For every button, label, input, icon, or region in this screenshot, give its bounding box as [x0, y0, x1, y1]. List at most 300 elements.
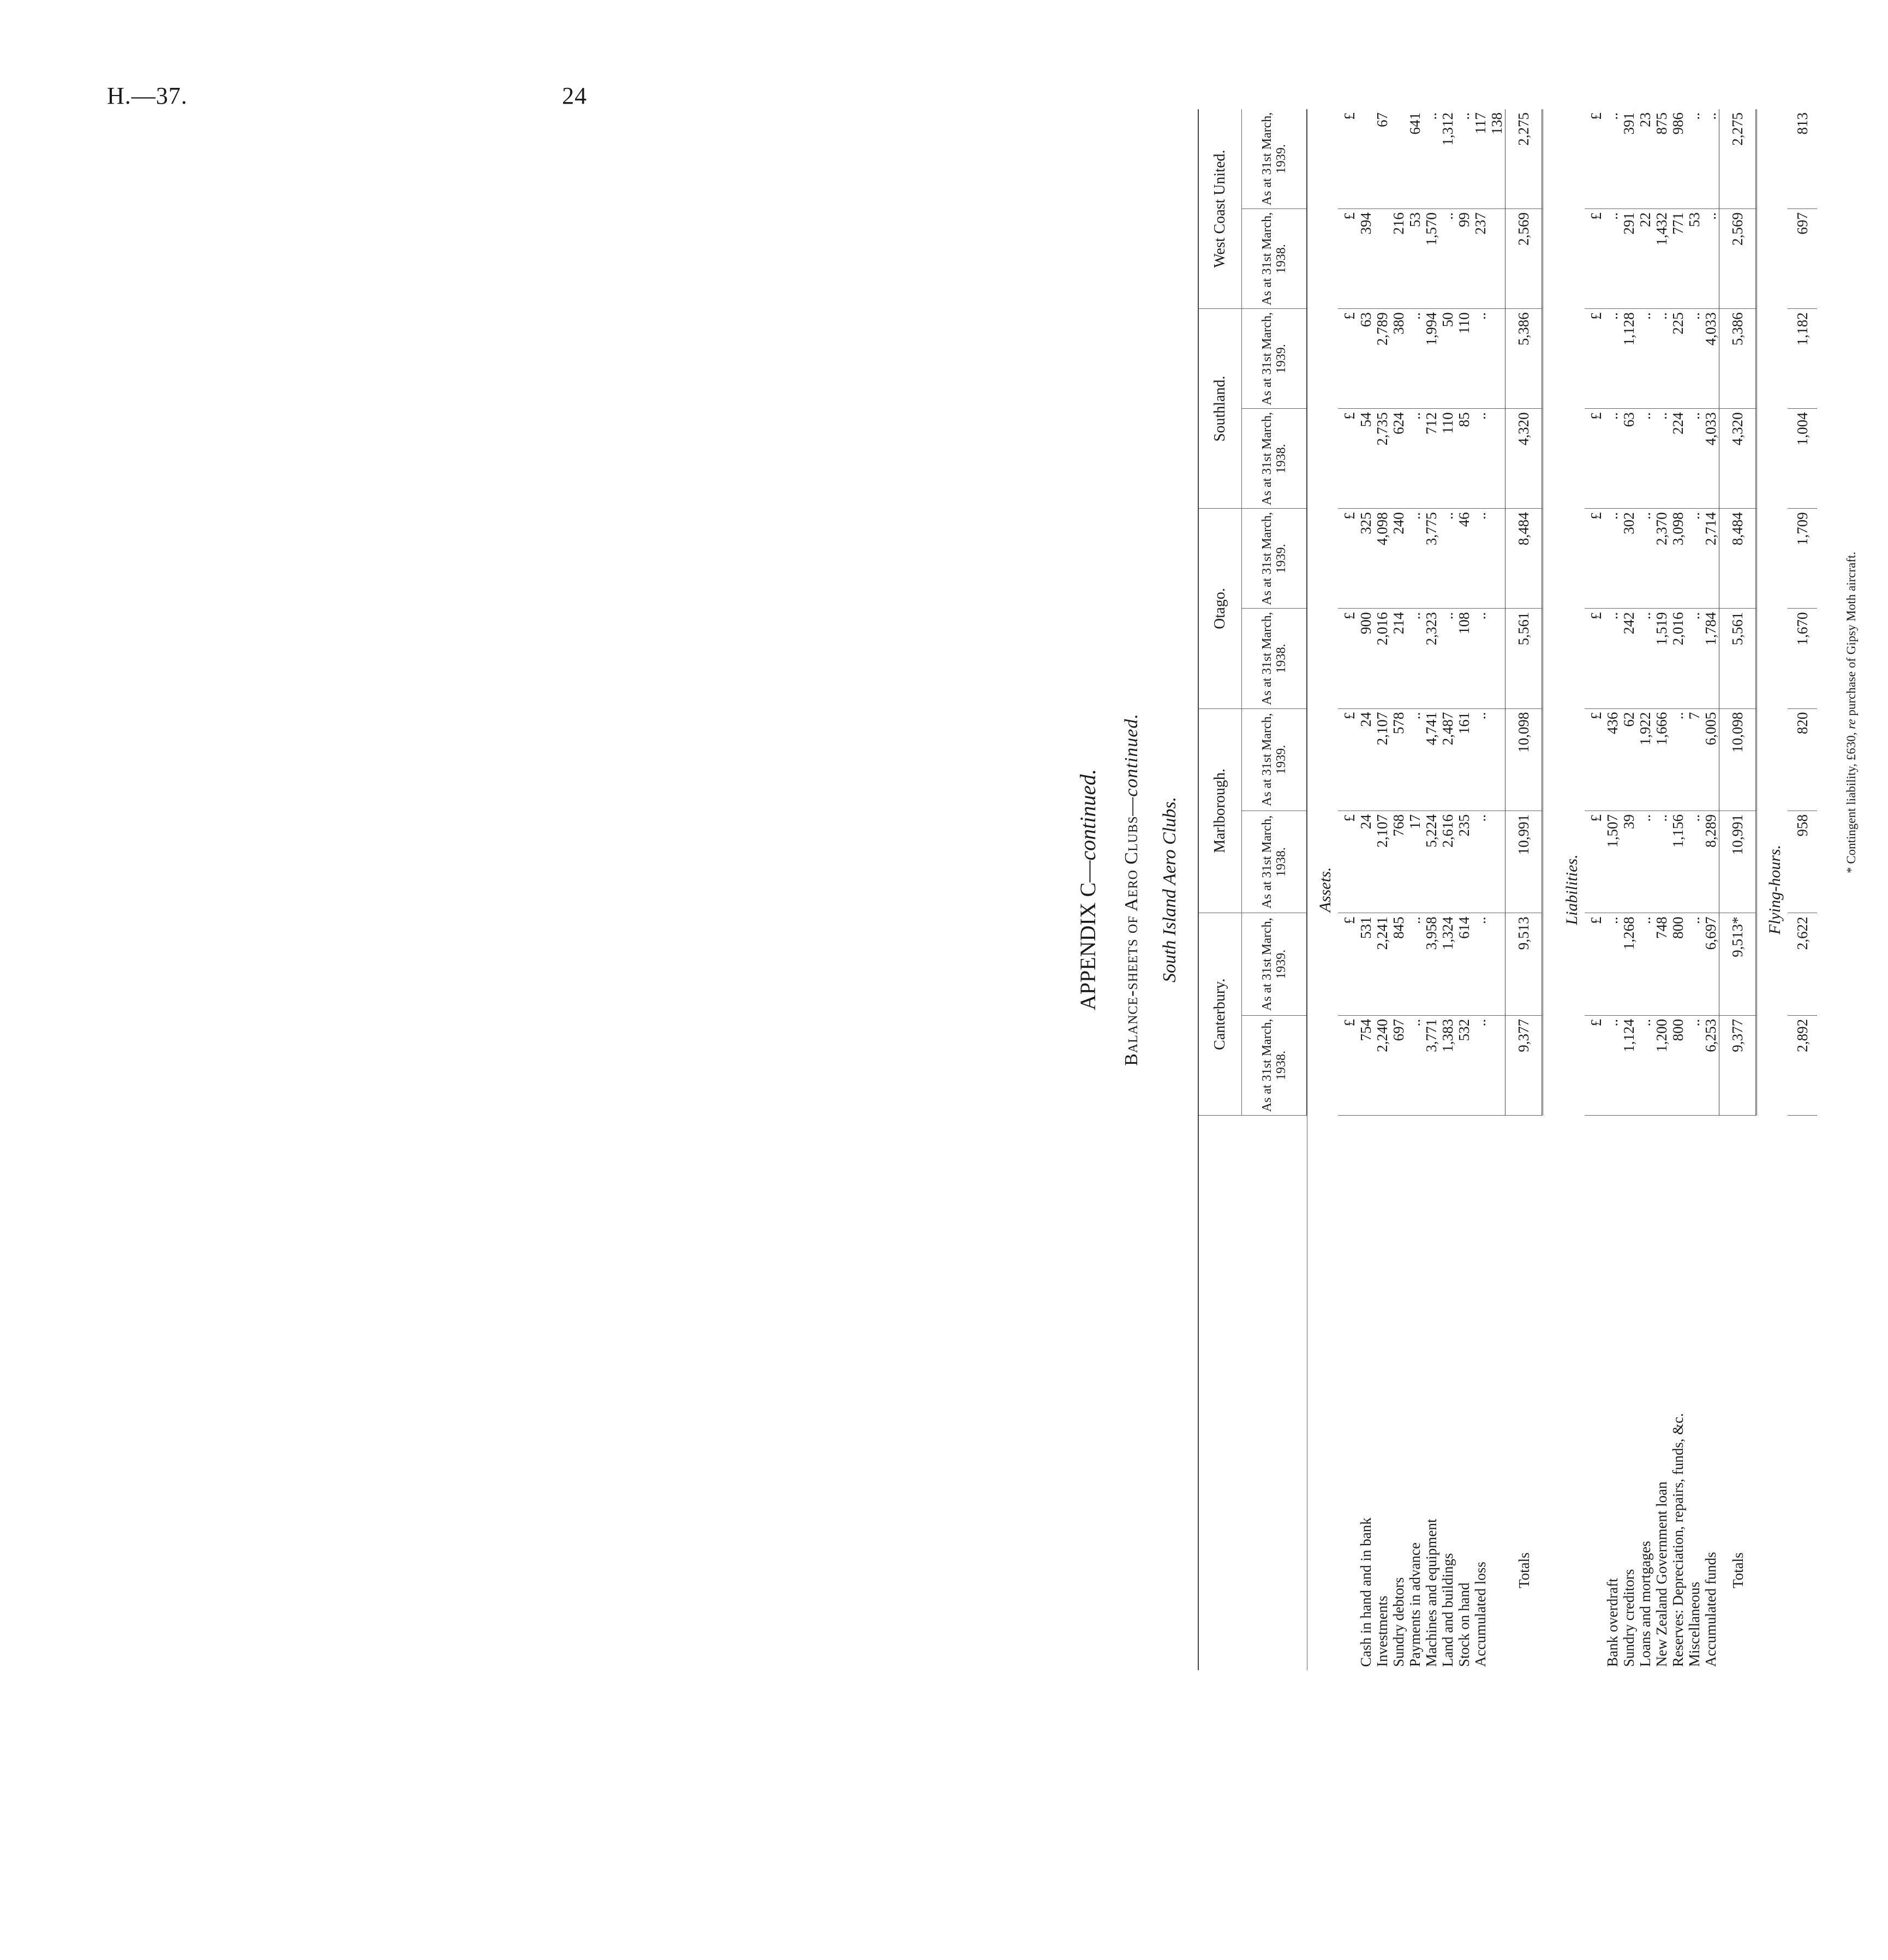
- table-cell: 614: [1456, 913, 1472, 1015]
- table-cell: ..: [1686, 109, 1702, 209]
- flying-hours-cell: 697: [1788, 209, 1817, 309]
- table-cell: ..: [1653, 309, 1670, 409]
- currency-symbol: £: [1338, 309, 1358, 409]
- region-heading: South Island Aero Clubs.: [1160, 796, 1180, 983]
- page-number: 24: [562, 82, 587, 109]
- section-heading-row: [1756, 109, 1788, 1670]
- total-cell: 8,484: [1505, 509, 1543, 609]
- total-cell: 4,320: [1719, 409, 1756, 509]
- table-cell: ..: [1702, 209, 1719, 309]
- row-label: [1670, 1116, 1686, 1671]
- table-cell: 436: [1604, 708, 1621, 811]
- table-cell: 900: [1358, 609, 1374, 708]
- club-header: Marlborough.: [1198, 708, 1242, 913]
- table-cell: 2,735: [1374, 409, 1390, 509]
- table-cell: 845: [1390, 913, 1407, 1015]
- table-cell: 4,033: [1702, 309, 1719, 409]
- table-cell: 8,289: [1702, 811, 1719, 913]
- table-cell: ..: [1472, 1015, 1489, 1115]
- table-cell: ..: [1653, 409, 1670, 509]
- section-heading: Flying-hours.: [1766, 844, 1784, 935]
- flying-hours-row: [1788, 109, 1817, 1670]
- currency-symbol: £: [1338, 1015, 1358, 1115]
- table-cell: 2,616: [1439, 811, 1456, 913]
- table-cell: 5,224: [1423, 811, 1439, 913]
- club-header: West Coast United.: [1198, 109, 1242, 309]
- table-cell: 3,098: [1670, 509, 1686, 609]
- currency-symbol: £: [1585, 409, 1604, 509]
- table-cell: 2,241: [1374, 913, 1390, 1015]
- table-cell: 63: [1358, 309, 1374, 409]
- table-cell: 110: [1439, 409, 1456, 509]
- table-cell: ..: [1686, 509, 1702, 609]
- table-cell: ..: [1604, 409, 1621, 509]
- currency-row-label: [1338, 1116, 1358, 1671]
- table-cell: [1489, 1015, 1505, 1115]
- period-header: As at 31st March, 1939.: [1242, 509, 1307, 609]
- table-cell: ..: [1472, 708, 1489, 811]
- row-label: [1407, 1116, 1423, 1671]
- table-cell: 302: [1621, 509, 1637, 609]
- table-cell: 325: [1358, 509, 1374, 609]
- table-cell: 6,253: [1702, 1015, 1719, 1115]
- row-label: [1390, 1116, 1407, 1671]
- table-cell: [1390, 109, 1407, 209]
- table-cell: 531: [1358, 913, 1374, 1015]
- section-heading: Assets.: [1316, 867, 1334, 913]
- table-cell: ..: [1407, 1015, 1423, 1115]
- table-cell: 99: [1456, 209, 1472, 309]
- table-row: [1407, 109, 1423, 1670]
- table-cell: ..: [1604, 509, 1621, 609]
- table-cell: ..: [1472, 309, 1489, 409]
- totals-row: [1719, 109, 1756, 1670]
- total-cell: 9,513*: [1719, 913, 1756, 1015]
- currency-symbol: £: [1585, 509, 1604, 609]
- table-cell: [1489, 409, 1505, 509]
- table-cell: 6,697: [1702, 913, 1719, 1015]
- appendix-title-italic: continued.: [1076, 768, 1100, 861]
- currency-symbol: £: [1338, 609, 1358, 708]
- period-header: As at 31st March, 1938.: [1242, 409, 1307, 509]
- table-cell: 4,033: [1702, 409, 1719, 509]
- table-cell: 391: [1621, 109, 1637, 209]
- period-header: As at 31st March, 1938.: [1242, 209, 1307, 309]
- row-label-text: Payments in advance: [1407, 1542, 1423, 1667]
- table-cell: 800: [1670, 1015, 1686, 1115]
- table-cell: 3,775: [1423, 509, 1439, 609]
- table-cell: ..: [1637, 913, 1653, 1015]
- table-cell: 240: [1390, 509, 1407, 609]
- section-heading: Liabilities.: [1563, 854, 1581, 925]
- row-label: [1439, 1116, 1456, 1671]
- currency-symbol: £: [1338, 109, 1358, 209]
- table-cell: ..: [1637, 811, 1653, 913]
- currency-symbol: £: [1585, 309, 1604, 409]
- row-label-text: Cash in hand and in bank: [1358, 1517, 1374, 1667]
- table-row: [1456, 109, 1472, 1670]
- row-label-text: Sundry creditors: [1621, 1569, 1637, 1667]
- currency-symbol: £: [1338, 913, 1358, 1015]
- total-cell: 10,098: [1719, 708, 1756, 811]
- currency-symbol: £: [1338, 409, 1358, 509]
- table-cell: ..: [1456, 109, 1472, 209]
- table-cell: 800: [1670, 913, 1686, 1015]
- row-label: [1604, 1116, 1621, 1671]
- totals-row: [1505, 109, 1543, 1670]
- row-label-text: Accumulated loss: [1472, 1562, 1489, 1667]
- table-cell: 986: [1670, 109, 1686, 209]
- table-cell: 17: [1407, 811, 1423, 913]
- footnote-italic: re: [1844, 719, 1858, 729]
- row-label: [1489, 1116, 1505, 1671]
- table-cell: 1,383: [1439, 1015, 1456, 1115]
- total-cell: 10,098: [1505, 708, 1543, 811]
- table-cell: 2,370: [1653, 509, 1670, 609]
- table-cell: ..: [1686, 811, 1702, 913]
- club-header: Otago.: [1198, 509, 1242, 708]
- total-cell: 2,275: [1719, 109, 1756, 209]
- table-cell: 624: [1390, 409, 1407, 509]
- total-cell: 9,377: [1719, 1015, 1756, 1115]
- total-cell: 2,569: [1505, 209, 1543, 309]
- row-label: [1374, 1116, 1390, 1671]
- table-cell: 2,107: [1374, 811, 1390, 913]
- table-cell: 214: [1390, 609, 1407, 708]
- table-cell: ..: [1439, 509, 1456, 609]
- table-cell: ..: [1407, 409, 1423, 509]
- row-label: [1358, 1116, 1374, 1671]
- table-cell: 1,312: [1439, 109, 1456, 209]
- table-cell: 138: [1489, 109, 1505, 209]
- table-row: [1637, 109, 1653, 1670]
- table-cell: 2,016: [1374, 609, 1390, 708]
- row-label-text: Sundry debtors: [1390, 1577, 1407, 1667]
- table-cell: [1489, 209, 1505, 309]
- currency-symbol: £: [1585, 609, 1604, 708]
- table-cell: 6,005: [1702, 708, 1719, 811]
- table-cell: 712: [1423, 409, 1439, 509]
- table-cell: 67: [1374, 109, 1390, 209]
- table-cell: [1489, 913, 1505, 1015]
- table-cell: 53: [1407, 209, 1423, 309]
- row-label-text: Loans and mortgages: [1637, 1541, 1653, 1667]
- table-cell: ..: [1472, 609, 1489, 708]
- table-cell: 85: [1456, 409, 1472, 509]
- table-cell: 697: [1390, 1015, 1407, 1115]
- balance-sheet-body: [1307, 109, 1817, 1670]
- footnote: [1844, 552, 1859, 873]
- table-cell: 2,323: [1423, 609, 1439, 708]
- table-cell: 1,268: [1621, 913, 1637, 1015]
- table-cell: 161: [1456, 708, 1472, 811]
- table-cell: 2,714: [1702, 509, 1719, 609]
- table-row: [1604, 109, 1621, 1670]
- table-cell: 237: [1472, 209, 1489, 309]
- table-cell: 4,741: [1423, 708, 1439, 811]
- row-label-text: Machines and equipment: [1423, 1518, 1439, 1667]
- table-cell: ..: [1604, 609, 1621, 708]
- table-cell: 3,958: [1423, 913, 1439, 1015]
- table-cell: 754: [1358, 1015, 1374, 1115]
- table-cell: 24: [1358, 708, 1374, 811]
- table-cell: ..: [1686, 609, 1702, 708]
- row-label-text: Accumulated funds: [1702, 1552, 1719, 1667]
- table-cell: 24: [1358, 811, 1374, 913]
- period-header: As at 31st March, 1939.: [1242, 109, 1307, 209]
- table-row: [1670, 109, 1686, 1670]
- table-cell: ..: [1604, 309, 1621, 409]
- total-cell: 9,513: [1505, 913, 1543, 1015]
- table-row: [1439, 109, 1456, 1670]
- currency-symbol: £: [1338, 811, 1358, 913]
- row-label-text: Bank overdraft: [1604, 1578, 1621, 1667]
- table-cell: ..: [1637, 609, 1653, 708]
- table-row: [1702, 109, 1719, 1670]
- table-cell: ..: [1439, 609, 1456, 708]
- section-heading-row: [1307, 109, 1338, 1670]
- row-label: [1686, 1116, 1702, 1671]
- table-cell: 3,771: [1423, 1015, 1439, 1115]
- table-cell: ..: [1702, 109, 1719, 209]
- table-cell: ..: [1407, 509, 1423, 609]
- balance-sheet-subtitle: [1121, 109, 1142, 1670]
- footnote-text: * Contingent liability, £630,: [1844, 729, 1858, 873]
- table-cell: ..: [1637, 509, 1653, 609]
- table-cell: [1489, 309, 1505, 409]
- table-cell: 117: [1472, 109, 1489, 209]
- appendix-title: [1075, 109, 1101, 1670]
- table-row: [1686, 109, 1702, 1670]
- table-cell: [1489, 609, 1505, 708]
- totals-label: Totals: [1729, 1552, 1746, 1588]
- table-cell: 2,240: [1374, 1015, 1390, 1115]
- table-cell: 875: [1653, 109, 1670, 209]
- table-cell: ..: [1653, 811, 1670, 913]
- table-cell: 768: [1390, 811, 1407, 913]
- table-cell: 641: [1407, 109, 1423, 209]
- table-cell: 1,666: [1653, 708, 1670, 811]
- table-row: [1621, 109, 1637, 1670]
- row-label: [1788, 1116, 1817, 1671]
- table-cell: 62: [1621, 708, 1637, 811]
- totals-label: Totals: [1515, 1552, 1532, 1588]
- balance-sheet-table: [1198, 109, 1817, 1670]
- table-row: [1472, 109, 1489, 1670]
- club-header: Canterbury.: [1198, 913, 1242, 1116]
- table-cell: 22: [1637, 209, 1653, 309]
- flying-hours-cell: 2,622: [1788, 913, 1817, 1015]
- table-cell: ..: [1439, 209, 1456, 309]
- table-cell: 748: [1653, 913, 1670, 1015]
- table-cell: 235: [1456, 811, 1472, 913]
- row-label-text: Investments: [1374, 1595, 1390, 1667]
- table-cell: 2,107: [1374, 708, 1390, 811]
- table-cell: 578: [1390, 708, 1407, 811]
- table-cell: [1489, 509, 1505, 609]
- table-row: [1374, 109, 1390, 1670]
- table-cell: ..: [1407, 309, 1423, 409]
- table-cell: 2,487: [1439, 708, 1456, 811]
- table-cell: [1358, 109, 1374, 209]
- currency-symbol: £: [1585, 708, 1604, 811]
- table-cell: ..: [1472, 811, 1489, 913]
- currency-row: [1338, 109, 1358, 1670]
- table-cell: 224: [1670, 409, 1686, 509]
- table-cell: ..: [1637, 309, 1653, 409]
- total-cell: 10,991: [1719, 811, 1756, 913]
- table-cell: 1,124: [1621, 1015, 1637, 1115]
- table-cell: 1,994: [1423, 309, 1439, 409]
- flying-hours-cell: 1,709: [1788, 509, 1817, 609]
- table-cell: 110: [1456, 309, 1472, 409]
- table-cell: 7: [1686, 708, 1702, 811]
- row-label: [1621, 1116, 1637, 1671]
- currency-symbol: £: [1338, 509, 1358, 609]
- flying-hours-cell: 820: [1788, 708, 1817, 811]
- total-cell: 8,484: [1719, 509, 1756, 609]
- table-cell: 1,570: [1423, 209, 1439, 309]
- table-cell: [1489, 708, 1505, 811]
- row-label: [1456, 1116, 1472, 1671]
- table-cell: ..: [1407, 609, 1423, 708]
- row-label-text: Land and buildings: [1439, 1553, 1456, 1667]
- table-cell: 1,922: [1637, 708, 1653, 811]
- table-cell: 39: [1621, 811, 1637, 913]
- table-cell: 50: [1439, 309, 1456, 409]
- period-header: As at 31st March, 1938.: [1242, 609, 1307, 708]
- table-cell: 380: [1390, 309, 1407, 409]
- flying-hours-cell: 1,670: [1788, 609, 1817, 708]
- table-cell: 1,200: [1653, 1015, 1670, 1115]
- period-header: As at 31st March, 1939.: [1242, 708, 1307, 811]
- table-cell: ..: [1472, 509, 1489, 609]
- row-label: [1423, 1116, 1439, 1671]
- table-cell: ..: [1604, 913, 1621, 1015]
- table-cell: 54: [1358, 409, 1374, 509]
- row-label: [1472, 1116, 1489, 1671]
- section-heading-row: [1554, 109, 1585, 1670]
- table-cell: ..: [1604, 109, 1621, 209]
- currency-row: [1585, 109, 1604, 1670]
- row-label-text: New Zealand Government loan: [1653, 1481, 1670, 1667]
- currency-symbol: £: [1585, 1015, 1604, 1115]
- table-cell: 394: [1358, 209, 1374, 309]
- table-row: [1653, 109, 1670, 1670]
- table-row: [1390, 109, 1407, 1670]
- currency-symbol: £: [1585, 913, 1604, 1015]
- table-cell: [1374, 209, 1390, 309]
- flying-hours-cell: 958: [1788, 811, 1817, 913]
- total-cell: 10,991: [1505, 811, 1543, 913]
- total-cell: 4,320: [1505, 409, 1543, 509]
- total-cell: 5,561: [1505, 609, 1543, 708]
- table-cell: ..: [1686, 409, 1702, 509]
- table-cell: ..: [1637, 409, 1653, 509]
- flying-hours-cell: 1,004: [1788, 409, 1817, 509]
- currency-symbol: £: [1585, 209, 1604, 309]
- period-header: As at 31st March, 1939.: [1242, 913, 1307, 1015]
- currency-symbol: £: [1585, 811, 1604, 913]
- label-header: [1198, 1116, 1307, 1671]
- club-header-row: [1198, 109, 1242, 1670]
- table-cell: 216: [1390, 209, 1407, 309]
- club-header: Southland.: [1198, 309, 1242, 509]
- total-cell: 2,569: [1719, 209, 1756, 309]
- table-cell: 1,324: [1439, 913, 1456, 1015]
- currency-symbol: £: [1585, 109, 1604, 209]
- appendix-title-text: APPENDIX C—: [1076, 860, 1100, 1011]
- flying-hours-cell: 1,182: [1788, 309, 1817, 409]
- table-cell: [1489, 811, 1505, 913]
- table-cell: ..: [1407, 913, 1423, 1015]
- table-cell: ..: [1686, 1015, 1702, 1115]
- flying-hours-cell: 813: [1788, 109, 1817, 209]
- row-label: [1637, 1116, 1653, 1671]
- page-reference: H.—37.: [107, 82, 188, 109]
- table-cell: 225: [1670, 309, 1686, 409]
- period-header: As at 31st March, 1938.: [1242, 1015, 1307, 1115]
- subtitle-italic: continued.: [1121, 713, 1142, 797]
- currency-symbol: £: [1338, 209, 1358, 309]
- table-cell: 532: [1456, 1015, 1472, 1115]
- spacer-row: [1543, 109, 1555, 1670]
- table-cell: 242: [1621, 609, 1637, 708]
- table-cell: ..: [1686, 913, 1702, 1015]
- table-cell: ..: [1670, 708, 1686, 811]
- row-label: [1702, 1116, 1719, 1671]
- spacer-cell: [1543, 109, 1555, 1670]
- table-cell: ..: [1423, 109, 1439, 209]
- table-cell: 108: [1456, 609, 1472, 708]
- footnote-rest: purchase of Gipsy Moth aircraft.: [1844, 551, 1858, 719]
- row-label-text: Miscellaneous: [1686, 1582, 1702, 1667]
- table-cell: 2,016: [1670, 609, 1686, 708]
- rotated-page-content: [1053, 109, 1888, 1670]
- table-cell: 1,507: [1604, 811, 1621, 913]
- table-cell: 23: [1637, 109, 1653, 209]
- table-cell: 4,098: [1374, 509, 1390, 609]
- period-header: As at 31st March, 1938.: [1242, 811, 1307, 913]
- table-cell: ..: [1407, 708, 1423, 811]
- table-cell: ..: [1637, 1015, 1653, 1115]
- table-cell: 1,156: [1670, 811, 1686, 913]
- period-header: As at 31st March, 1939.: [1242, 309, 1307, 409]
- total-cell: 2,275: [1505, 109, 1543, 209]
- total-cell: 5,386: [1719, 309, 1756, 409]
- total-cell: 9,377: [1505, 1015, 1543, 1115]
- table-cell: 46: [1456, 509, 1472, 609]
- currency-row-label: [1585, 1116, 1604, 1671]
- table-cell: 1,432: [1653, 209, 1670, 309]
- row-label: [1653, 1116, 1670, 1671]
- table-cell: 53: [1686, 209, 1702, 309]
- table-row: [1423, 109, 1439, 1670]
- row-label-text: Reserves: Depreciation, repairs, funds, &c.: [1670, 1413, 1686, 1667]
- currency-symbol: £: [1338, 708, 1358, 811]
- table-cell: 1,128: [1621, 309, 1637, 409]
- table-cell: 2,789: [1374, 309, 1390, 409]
- flying-hours-cell: 2,892: [1788, 1015, 1817, 1115]
- table-cell: ..: [1686, 309, 1702, 409]
- table-cell: 1,784: [1702, 609, 1719, 708]
- subtitle-text: Balance-sheets of Aero Clubs—: [1121, 796, 1142, 1066]
- table-cell: ..: [1472, 409, 1489, 509]
- table-cell: 771: [1670, 209, 1686, 309]
- table-cell: ..: [1472, 913, 1489, 1015]
- total-cell: 5,561: [1719, 609, 1756, 708]
- total-cell: 5,386: [1505, 309, 1543, 409]
